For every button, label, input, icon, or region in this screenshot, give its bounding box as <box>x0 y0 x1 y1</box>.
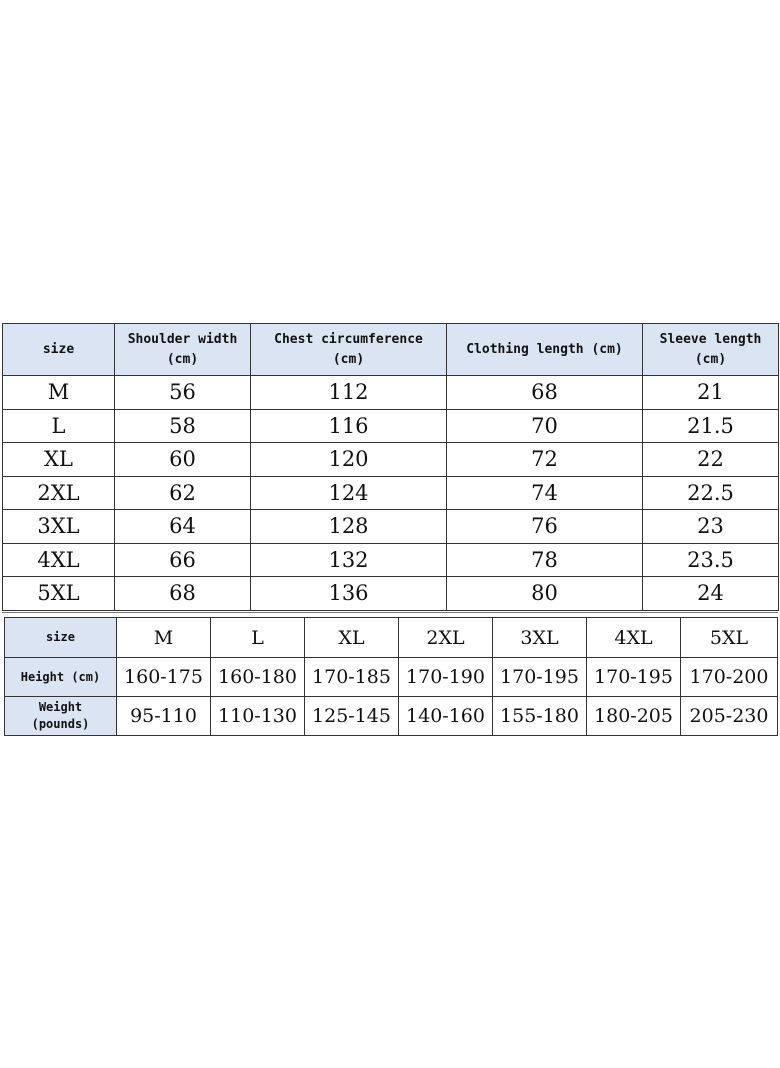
fit-size-label: size <box>5 618 117 658</box>
cell-length: 76 <box>447 510 643 544</box>
cell-length: 78 <box>447 543 643 577</box>
cell-length: 70 <box>447 409 643 443</box>
cell-shoulder: 68 <box>115 577 251 611</box>
table-row <box>3 409 779 443</box>
cell-size: M <box>3 376 115 410</box>
fit-size-cell: M <box>117 618 211 658</box>
header-sleeve-line2: (cm) <box>694 351 727 367</box>
cell-chest: 132 <box>251 543 447 577</box>
fit-weight-row <box>5 697 778 736</box>
header-size <box>3 324 115 376</box>
fit-size-cell: 2XL <box>399 618 493 658</box>
cell-size: L <box>3 409 115 443</box>
cell-size: 2XL <box>3 476 115 510</box>
cell-chest: 112 <box>251 376 447 410</box>
table-row <box>3 476 779 510</box>
cell-size: XL <box>3 443 115 477</box>
header-chest-line2: (cm) <box>332 351 365 367</box>
fit-weight-cell: 95-110 <box>117 697 211 736</box>
table-row <box>3 510 779 544</box>
header-chest-line1: Chest circumference <box>274 331 423 347</box>
cell-sleeve: 22 <box>643 443 779 477</box>
cell-shoulder: 56 <box>115 376 251 410</box>
fit-height-cell: 170-185 <box>305 658 399 697</box>
fit-height-label: Height (cm) <box>5 658 117 697</box>
fit-height-cell: 160-175 <box>117 658 211 697</box>
table-row <box>3 376 779 410</box>
cell-chest: 124 <box>251 476 447 510</box>
cell-sleeve: 24 <box>643 577 779 611</box>
fit-height-row <box>5 658 778 697</box>
header-length-label: Clothing length (cm) <box>466 341 623 357</box>
cell-size: 4XL <box>3 543 115 577</box>
fit-weight-label <box>5 697 117 736</box>
cell-size: 5XL <box>3 577 115 611</box>
cell-length: 68 <box>447 376 643 410</box>
cell-size: 3XL <box>3 510 115 544</box>
cell-chest: 120 <box>251 443 447 477</box>
header-shoulder-line1: Shoulder width <box>127 331 238 347</box>
fit-size-cell: XL <box>305 618 399 658</box>
fit-weight-line2: (pounds) <box>31 717 90 731</box>
cell-chest: 128 <box>251 510 447 544</box>
cell-length: 80 <box>447 577 643 611</box>
fit-height-cell: 170-195 <box>587 658 681 697</box>
header-sleeve-line1: Sleeve length <box>659 331 762 347</box>
fit-height-cell: 160-180 <box>211 658 305 697</box>
cell-sleeve: 23 <box>643 510 779 544</box>
cell-shoulder: 66 <box>115 543 251 577</box>
header-sleeve-length <box>643 324 779 376</box>
fit-height-cell: 170-195 <box>493 658 587 697</box>
cell-length: 74 <box>447 476 643 510</box>
size-chart-header-row <box>3 324 779 376</box>
cell-chest: 116 <box>251 409 447 443</box>
cell-shoulder: 58 <box>115 409 251 443</box>
cell-sleeve: 22.5 <box>643 476 779 510</box>
fit-size-cell: L <box>211 618 305 658</box>
fit-weight-cell: 180-205 <box>587 697 681 736</box>
fit-size-cell: 3XL <box>493 618 587 658</box>
header-chest-circumference <box>251 324 447 376</box>
fit-size-cell: 4XL <box>587 618 681 658</box>
header-size-label: size <box>42 341 75 357</box>
size-chart-table <box>2 323 779 611</box>
fit-guide-table <box>4 617 778 736</box>
header-shoulder-line2: (cm) <box>166 351 199 367</box>
fit-size-cell: 5XL <box>681 618 778 658</box>
cell-shoulder: 64 <box>115 510 251 544</box>
table-row <box>3 543 779 577</box>
fit-weight-cell: 155-180 <box>493 697 587 736</box>
header-shoulder-width <box>115 324 251 376</box>
fit-weight-cell: 110-130 <box>211 697 305 736</box>
fit-weight-cell: 140-160 <box>399 697 493 736</box>
cell-length: 72 <box>447 443 643 477</box>
table-row <box>3 443 779 477</box>
table-row <box>3 577 779 611</box>
cell-shoulder: 60 <box>115 443 251 477</box>
header-clothing-length <box>447 324 643 376</box>
fit-weight-cell: 205-230 <box>681 697 778 736</box>
cell-sleeve: 21.5 <box>643 409 779 443</box>
fit-height-cell: 170-200 <box>681 658 778 697</box>
cell-chest: 136 <box>251 577 447 611</box>
fit-weight-cell: 125-145 <box>305 697 399 736</box>
fit-height-cell: 170-190 <box>399 658 493 697</box>
table-divider <box>2 612 778 613</box>
cell-shoulder: 62 <box>115 476 251 510</box>
fit-weight-line1: Weight <box>38 700 83 714</box>
fit-size-row <box>5 618 778 658</box>
cell-sleeve: 23.5 <box>643 543 779 577</box>
cell-sleeve: 21 <box>643 376 779 410</box>
